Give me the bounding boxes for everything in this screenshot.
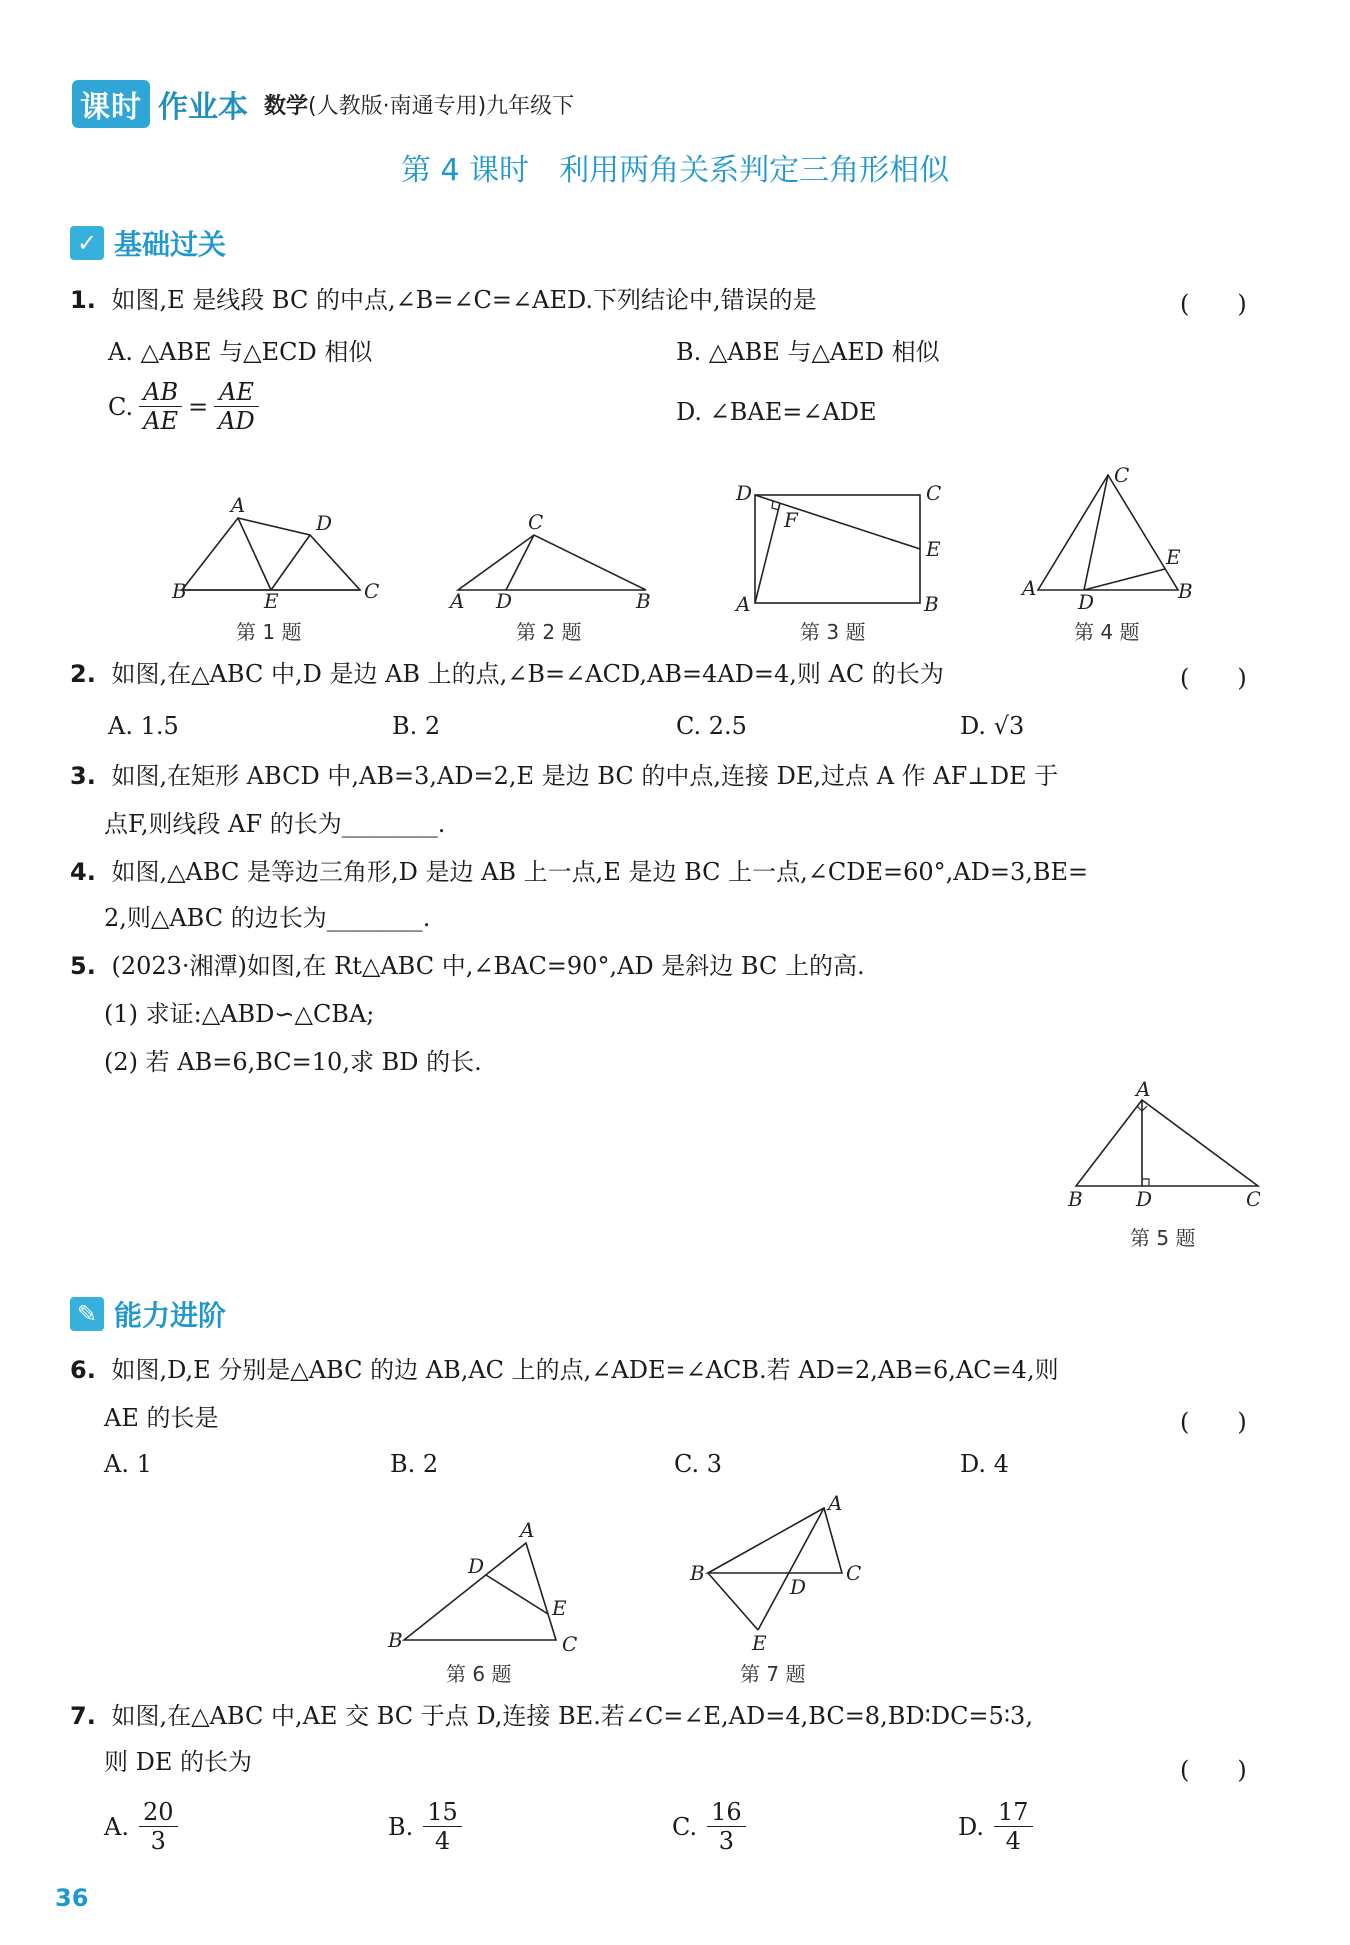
q5-part-2: (2) 若 AB=6,BC=10,求 BD 的长. — [104, 1048, 482, 1076]
fig4-label-b: B — [1178, 579, 1193, 603]
fig5-label-a: A — [1136, 1080, 1151, 1101]
q3-line-1: 如图,在矩形 ABCD 中,AB=3,AD=2,E 是边 BC 的中点,连接 DE,过点 A 作 AF⊥DE 于 — [111, 762, 1059, 790]
fig6-label-b: B — [388, 1628, 403, 1652]
q7-answer-paren: ( ) — [1180, 1756, 1247, 1784]
fig1-label-c: C — [364, 579, 380, 603]
fig4-label-c: C — [1114, 463, 1130, 487]
fig7-label-e: E — [752, 1631, 767, 1655]
q7-option-b — [388, 1798, 462, 1855]
q7-number: 7. — [70, 1702, 96, 1730]
fig7-label-a: A — [828, 1491, 843, 1515]
frac-denominator: 4 — [1005, 1827, 1021, 1855]
figure-5-caption: 第 5 题 — [1130, 1226, 1196, 1250]
q1-option-a: A. △ABE 与△ECD 相似 — [108, 338, 373, 366]
fig3-label-f: F — [784, 508, 798, 532]
figure-2 — [446, 505, 656, 614]
section-advanced — [70, 1294, 226, 1334]
fig1-label-d: D — [316, 511, 333, 535]
fig1-label-b: B — [172, 579, 187, 603]
fig5-label-d: D — [1136, 1187, 1153, 1210]
fig7-label-b: B — [690, 1561, 705, 1585]
q6-option-d: D. 4 — [960, 1450, 1009, 1478]
q7-d-label: D. — [958, 1812, 985, 1841]
frac-denominator: 3 — [150, 1827, 166, 1855]
fig3-label-b: B — [924, 592, 939, 615]
frac-numerator: AE — [214, 378, 259, 407]
q1-number: 1. — [70, 286, 96, 314]
q6-option-b: B. 2 — [390, 1450, 439, 1478]
q1-option-d: D. ∠BAE=∠ADE — [676, 398, 877, 426]
q4-line-2: 2,则△ABC 的边长为________. — [104, 904, 431, 932]
fig2-label-b: B — [636, 589, 651, 610]
figure-5 — [1060, 1080, 1260, 1214]
q1-c-label: C. — [108, 392, 134, 421]
lesson-title: 第 4 课时 利用两角关系判定三角形相似 — [400, 153, 950, 188]
fig3-label-a: A — [736, 592, 751, 615]
q6-option-c: C. 3 — [674, 1450, 723, 1478]
q6-line-2: AE 的长是 — [104, 1404, 219, 1432]
fig4-label-d: D — [1078, 590, 1095, 610]
q1-option-c — [108, 378, 259, 435]
q6-answer-paren: ( ) — [1180, 1408, 1247, 1436]
fig6-label-c: C — [562, 1632, 578, 1656]
q6-number: 6. — [70, 1356, 96, 1384]
fig2-label-a: A — [450, 589, 465, 610]
fig4-label-a: A — [1022, 576, 1037, 600]
frac-denominator: 4 — [434, 1827, 451, 1855]
fig2-label-c: C — [528, 510, 544, 534]
question-3 — [70, 760, 1058, 792]
section-basic-label: 基础过关 — [114, 228, 227, 261]
frac-numerator: 16 — [707, 1798, 746, 1827]
question-1 — [70, 284, 817, 316]
q2-option-d: D. √3 — [960, 712, 1025, 740]
book-name: 作业本 — [158, 90, 248, 125]
figure-3 — [730, 480, 950, 619]
frac-numerator: AB — [139, 378, 182, 407]
subject-name: 数学 — [264, 93, 309, 119]
frac-numerator: 17 — [994, 1798, 1033, 1827]
figure-6 — [384, 1515, 584, 1669]
fig3-label-e: E — [926, 537, 941, 561]
q7-c-frac — [707, 1798, 746, 1855]
edition: (人教版·南通专用)九年级下 — [308, 93, 575, 119]
fig5-label-b: B — [1068, 1187, 1083, 1210]
q5-number: 5. — [70, 952, 96, 980]
question-6 — [70, 1354, 1059, 1386]
book-header — [72, 80, 574, 128]
q2-number: 2. — [70, 660, 96, 688]
fig3-label-d: D — [736, 481, 753, 505]
frac-numerator: 20 — [139, 1798, 178, 1827]
q4-number: 4. — [70, 858, 96, 886]
figure-4 — [1018, 460, 1198, 614]
q5-part-1: (1) 求证:△ABD∽△CBA; — [104, 1000, 375, 1028]
q4-line-1: 如图,△ABC 是等边三角形,D 是边 AB 上一点,E 是边 BC 上一点,∠CDE=60°,AD=3,BE= — [111, 858, 1089, 886]
fig6-label-d: D — [468, 1554, 485, 1578]
frac-denominator: 3 — [718, 1827, 735, 1855]
figure-1 — [170, 490, 380, 614]
q7-a-frac — [139, 1798, 178, 1855]
q1-c-frac-1 — [139, 378, 182, 435]
q2-text: 如图,在△ABC 中,D 是边 AB 上的点,∠B=∠ACD,AB=4AD=4,则 AC 的长为 — [111, 660, 944, 688]
frac-denominator: AD — [218, 407, 255, 435]
fig6-label-e: E — [552, 1596, 567, 1620]
figure-2-caption: 第 2 题 — [516, 620, 582, 644]
fig6-label-a: A — [520, 1518, 535, 1542]
check-icon: ✓ — [70, 226, 104, 260]
q7-b-label: B. — [388, 1812, 414, 1841]
q1-option-b: B. △ABE 与△AED 相似 — [676, 338, 940, 366]
q2-option-a: A. 1.5 — [108, 712, 179, 740]
section-basic — [70, 223, 226, 263]
figure-7-caption: 第 7 题 — [740, 1662, 806, 1686]
q7-a-label: A. — [104, 1812, 129, 1841]
figure-3-caption: 第 3 题 — [800, 620, 866, 644]
q7-option-d — [958, 1798, 1033, 1855]
q2-option-c: C. 2.5 — [676, 712, 747, 740]
fig4-label-e: E — [1166, 545, 1181, 569]
q7-c-label: C. — [672, 1812, 698, 1841]
question-2 — [70, 658, 944, 690]
frac-numerator: 15 — [423, 1798, 462, 1827]
q6-option-a: A. 1 — [104, 1450, 152, 1478]
q7-d-frac — [994, 1798, 1033, 1855]
q1-text: 如图,E 是线段 BC 的中点,∠B=∠C=∠AED.下列结论中,错误的是 — [111, 286, 817, 314]
frac-denominator: AE — [143, 407, 179, 435]
q6-line-1: 如图,D,E 分别是△ABC 的边 AB,AC 上的点,∠ADE=∠ACB.若 AD=2,AB=6,AC=4,则 — [111, 1356, 1059, 1384]
book-subject — [264, 89, 574, 120]
question-4 — [70, 856, 1088, 888]
question-7 — [70, 1700, 1033, 1732]
q7-line-2: 则 DE 的长为 — [104, 1748, 253, 1776]
q1-c-frac-2 — [214, 378, 259, 435]
figure-7 — [680, 1490, 880, 1664]
q7-line-1: 如图,在△ABC 中,AE 交 BC 于点 D,连接 BE.若∠C=∠E,AD=4,BC=8,BD∶DC=5∶3, — [111, 1702, 1033, 1730]
q2-option-b: B. 2 — [392, 712, 441, 740]
q2-answer-paren: ( ) — [1180, 664, 1247, 692]
section-advanced-label: 能力进阶 — [114, 1299, 227, 1332]
q3-number: 3. — [70, 762, 96, 790]
q1-answer-paren: ( ) — [1180, 290, 1247, 318]
q5-line-1: (2023·湘潭)如图,在 Rt△ABC 中,∠BAC=90°,AD 是斜边 BC 上的高. — [111, 952, 865, 980]
q1-c-equals: = — [188, 392, 209, 421]
fig7-label-d: D — [790, 1575, 807, 1599]
page-number: 36 — [55, 1884, 89, 1912]
book-logo: 课时 — [72, 80, 150, 128]
figure-4-caption: 第 4 题 — [1074, 620, 1140, 644]
q3-line-2: 点F,则线段 AF 的长为________. — [104, 810, 446, 838]
q7-option-c — [672, 1798, 746, 1855]
fig1-label-e: E — [264, 589, 279, 610]
q7-option-a — [104, 1798, 178, 1855]
q7-b-frac — [423, 1798, 462, 1855]
fig2-label-d: D — [496, 589, 513, 610]
figure-1-caption: 第 1 题 — [236, 620, 302, 644]
figure-6-caption: 第 6 题 — [446, 1662, 512, 1686]
fig1-label-a: A — [230, 493, 246, 517]
fig3-label-c: C — [926, 481, 942, 505]
fig5-label-c: C — [1246, 1187, 1260, 1210]
pencil-icon: ✎ — [70, 1297, 104, 1331]
question-5 — [70, 950, 865, 982]
fig7-label-c: C — [846, 1561, 862, 1585]
